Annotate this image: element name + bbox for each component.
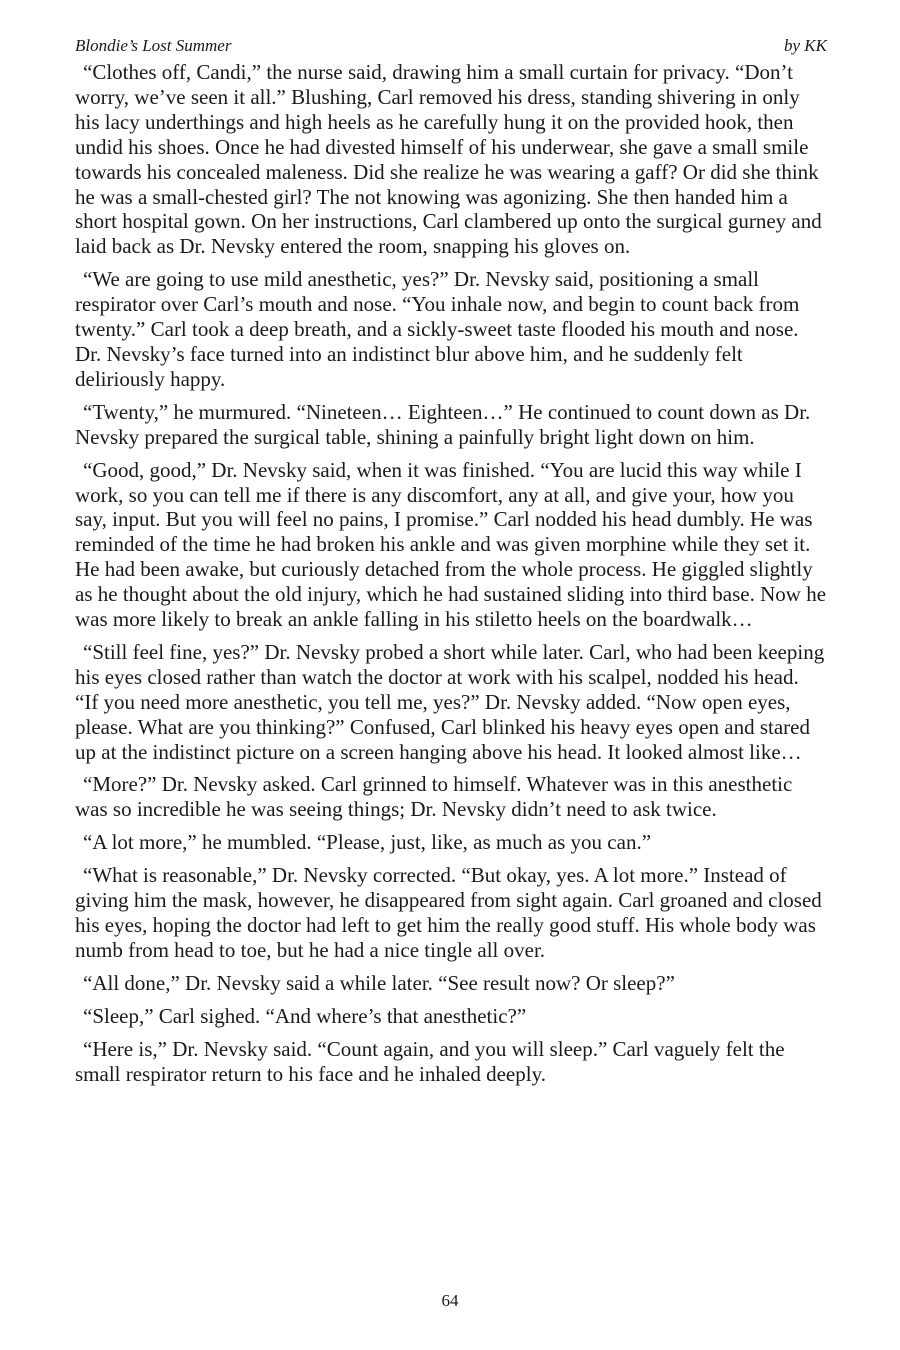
paragraph: “Good, good,” Dr. Nevsky said, when it was finished. “You are lucid this way while I work, so you can tell me if there is any discomfort, any at all, and give your, how you say, input. But you will feel no pains, I promise.” Carl nodded his head dumbly. He was reminded of the time he had broken his ankle and was given morphine while they set it. He had been awake, but curiously detached from the whole process. He giggled slightly as he thought about the old injury, which he had sustained sliding into third base. Now he was more likely to break an ankle falling in his stiletto heels on the boardwalk…: [75, 457, 827, 632]
book-page: [75, 34, 827, 1094]
paragraph: “More?” Dr. Nevsky asked. Carl grinned to himself. Whatever was in this anesthetic was so incredible he was seeing things; Dr. Nevsky didn’t need to ask twice.: [75, 772, 793, 822]
running-header: [75, 34, 827, 60]
paragraph: “Still feel fine, yes?” Dr. Nevsky probed a short while later. Carl, who had been keeping his eyes closed rather than watch the doctor at work with his scalpel, nodded his head. “If you need more anesthetic, you tell me, yes?” Dr. Nevsky added. “Now open eyes, please. What are you thinking?” Confused, Carl blinked his heavy eyes open and stared up at the indistinct picture on a screen hanging above his head. It looked almost like…: [75, 639, 825, 764]
body-text: [75, 60, 827, 1086]
paragraph: “We are going to use mild anesthetic, yes?” Dr. Nevsky said, positioning a small respirator over Carl’s mouth and nose. “You inhale now, and begin to count back from twenty.” Carl took a deep breath, and a sickly-sweet taste flooded his mouth and nose. Dr. Nevsky’s face turned into an indistinct blur above him, and he suddenly felt deliriously happy.: [75, 267, 800, 391]
paragraph: “Sleep,” Carl sighed. “And where’s that anesthetic?”: [83, 1003, 527, 1028]
paragraph: “Here is,” Dr. Nevsky said. “Count again, and you will sleep.” Carl vaguely felt the small respirator return to his face and he inhaled deeply.: [75, 1036, 785, 1086]
author-name: by KK: [784, 36, 827, 55]
page-number: 64: [441, 1291, 459, 1310]
paragraph: “A lot more,” he mumbled. “Please, just, like, as much as you can.”: [83, 830, 652, 855]
paragraph: “Clothes off, Candi,” the nurse said, drawing him a small curtain for privacy. “Don’t worry, we’ve seen it all.” Blushing, Carl removed his dress, standing shivering in only his lacy underthings and high heels as he carefully hung it on the provided hook, then undid his shoes. Once he had divested himself of his underwear, she gave a small smile towards his concealed maleness. Did she realize he was wearing a gaff? Or did she think he was a small-chested girl? The not knowing was agonizing. She then handed him a short hospital gown. On her instructions, Carl clambered up onto the surgical gurney and laid back as Dr. Nevsky entered the room, snapping his gloves on.: [75, 60, 822, 259]
paragraph: “All done,” Dr. Nevsky said a while later. “See result now? Or sleep?”: [83, 970, 675, 995]
paragraph: “What is reasonable,” Dr. Nevsky corrected. “But okay, yes. A lot more.” Instead of giving him the mask, however, he disappeared from sight again. Carl groaned and closed his eyes, hoping the doctor had left to get him the really good stuff. His whole body was numb from head to toe, but he had a nice tingle all over.: [75, 863, 822, 962]
book-title: Blondie’s Lost Summer: [75, 36, 232, 55]
paragraph: “Twenty,” he murmured. “Nineteen… Eighteen…” He continued to count down as Dr. Nevsky prepared the surgical table, shining a painfully bright light down on him.: [75, 399, 811, 449]
